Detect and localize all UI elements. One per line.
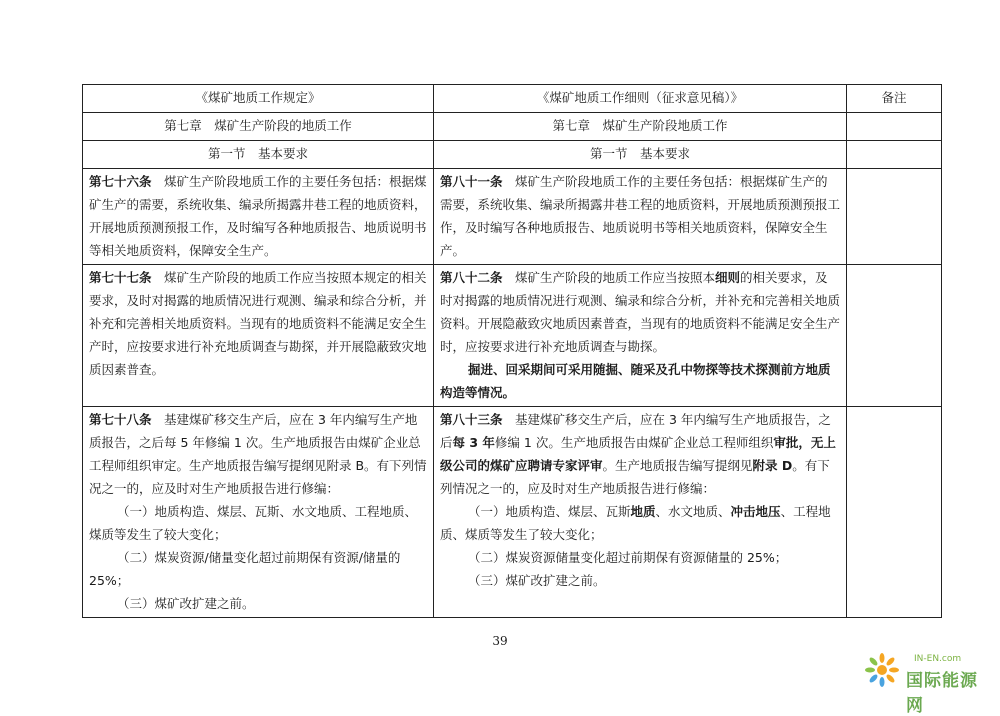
article-81 — [434, 169, 847, 265]
chapter-row — [83, 113, 942, 141]
header-remarks: 备注 — [847, 85, 942, 113]
chapter-old: 第七章 煤矿生产阶段的地质工作 — [83, 113, 434, 141]
article-title: 第八十二条 — [440, 270, 503, 285]
article-title: 第八十三条 — [440, 412, 503, 427]
changed-text: 冲击地压 — [730, 504, 781, 519]
article-76 — [83, 169, 434, 265]
list-item: （一）地质构造、煤层、瓦斯、水文地质、工程地质、煤质等发生了较大变化； — [89, 504, 418, 542]
changed-text: 细则 — [715, 270, 741, 285]
section-row — [83, 141, 942, 169]
article-text: 修编 1 次。生产地质报告由煤矿企业总工程师组织 — [494, 435, 774, 450]
table-header-row — [83, 85, 942, 113]
article-text: 煤矿生产阶段的地质工作应当按照本 — [502, 270, 716, 285]
table-row — [83, 407, 942, 618]
article-text: 煤矿生产阶段地质工作的主要任务包括：根据煤矿生产的需要，系统收集、编录所揭露井巷工程的地质资料，开展地质预测预报工作，及时编写各种地质报告、地质说明书等相关地质资料，保障安全生产。 — [440, 174, 841, 258]
chapter-remark — [847, 113, 942, 141]
article-82 — [434, 265, 847, 407]
remark-cell — [847, 169, 942, 265]
changed-text: 审批，无上级公司的煤矿应聘请专家评审 — [440, 435, 836, 473]
article-text: 。生产地质报告编写提纲见 — [602, 458, 753, 473]
article-text: 的相关要求，及时对揭露的地质情况进行观测、编录和综合分析，并补充和完善相关地质资料。开展隐蔽致灾地质因素普查，当现有的地质资料不能满足安全生产时，应按要求进行补充地质调查与勘探。 — [440, 270, 841, 354]
table-row — [83, 265, 942, 407]
list-item: （二）煤炭资源/储量变化超过前期保有资源/储量的 25%； — [89, 550, 401, 588]
article-title: 第八十一条 — [440, 174, 503, 189]
added-paragraph: 掘进、回采期间可采用随掘、随采及孔中物探等技术探测前方地质构造等情况。 — [440, 362, 831, 400]
changed-text: 每 3 年 — [452, 435, 495, 450]
article-78 — [83, 407, 434, 618]
chapter-new: 第七章 煤矿生产阶段地质工作 — [434, 113, 847, 141]
watermark-name: 国际能源网 — [906, 671, 978, 716]
list-item: （二）煤炭资源储量变化超过前期保有资源储量的 25%； — [468, 550, 788, 565]
article-title: 第七十六条 — [89, 174, 152, 189]
article-text: 。有下列情况之一的，应及时对生产地质报告进行修编： — [440, 458, 830, 496]
watermark-logo — [862, 650, 992, 716]
list-item — [440, 500, 840, 546]
list-item: （三）煤矿改扩建之前。 — [468, 573, 606, 588]
article-text: 基建煤矿移交生产后，应在 3 年内编写生产地质报告，之后每 5 年修编 1 次。生产地质报告由煤矿企业总工程师组织审定。生产地质报告编写提纲见附录 B。有下列情况之一的，应及时对生产地质报告进行修编： — [89, 412, 427, 496]
header-old-regulation: 《煤矿地质工作规定》 — [83, 85, 434, 113]
section-new: 第一节 基本要求 — [434, 141, 847, 169]
article-text: 煤矿生产阶段地质工作的主要任务包括：根据煤矿生产的需要，系统收集、编录所揭露井巷工程的地质资料，开展地质预测预报工作，及时编写各种地质报告、地质说明书等相关地质资料，保障安全生产。 — [89, 174, 427, 258]
list-text: （一）地质构造、煤层、瓦斯 — [468, 504, 631, 519]
section-old: 第一节 基本要求 — [83, 141, 434, 169]
changed-text: 附录 D — [752, 458, 793, 473]
remark-cell — [847, 407, 942, 618]
comparison-table — [82, 84, 942, 618]
article-text: 基建煤矿移交生产后，应在 3 年内编写生产地质报告，之后 — [440, 412, 831, 450]
list-item: （三）煤矿改扩建之前。 — [117, 596, 255, 611]
table-row — [83, 169, 942, 265]
sun-icon — [862, 650, 902, 690]
list-text: 、工程地质、煤质等发生了较大变化； — [440, 504, 831, 542]
list-text: 、水文地质、 — [655, 504, 731, 519]
page-number: 39 — [492, 634, 508, 648]
article-title: 第七十七条 — [89, 270, 152, 285]
article-83 — [434, 407, 847, 618]
changed-text: 地质 — [630, 504, 656, 519]
watermark-site: IN-EN.com — [914, 654, 962, 664]
article-title: 第七十八条 — [89, 412, 152, 427]
article-text: 煤矿生产阶段的地质工作应当按照本规定的相关要求，及时对揭露的地质情况进行观测、编录和综合分析，并补充和完善相关地质资料。当现有的地质资料不能满足安全生产时，应按要求进行补充地质调查与勘探，并开展隐蔽致灾地质因素普查。 — [89, 270, 427, 377]
header-new-draft: 《煤矿地质工作细则（征求意见稿）》 — [434, 85, 847, 113]
article-77 — [83, 265, 434, 407]
remark-cell — [847, 265, 942, 407]
section-remark — [847, 141, 942, 169]
